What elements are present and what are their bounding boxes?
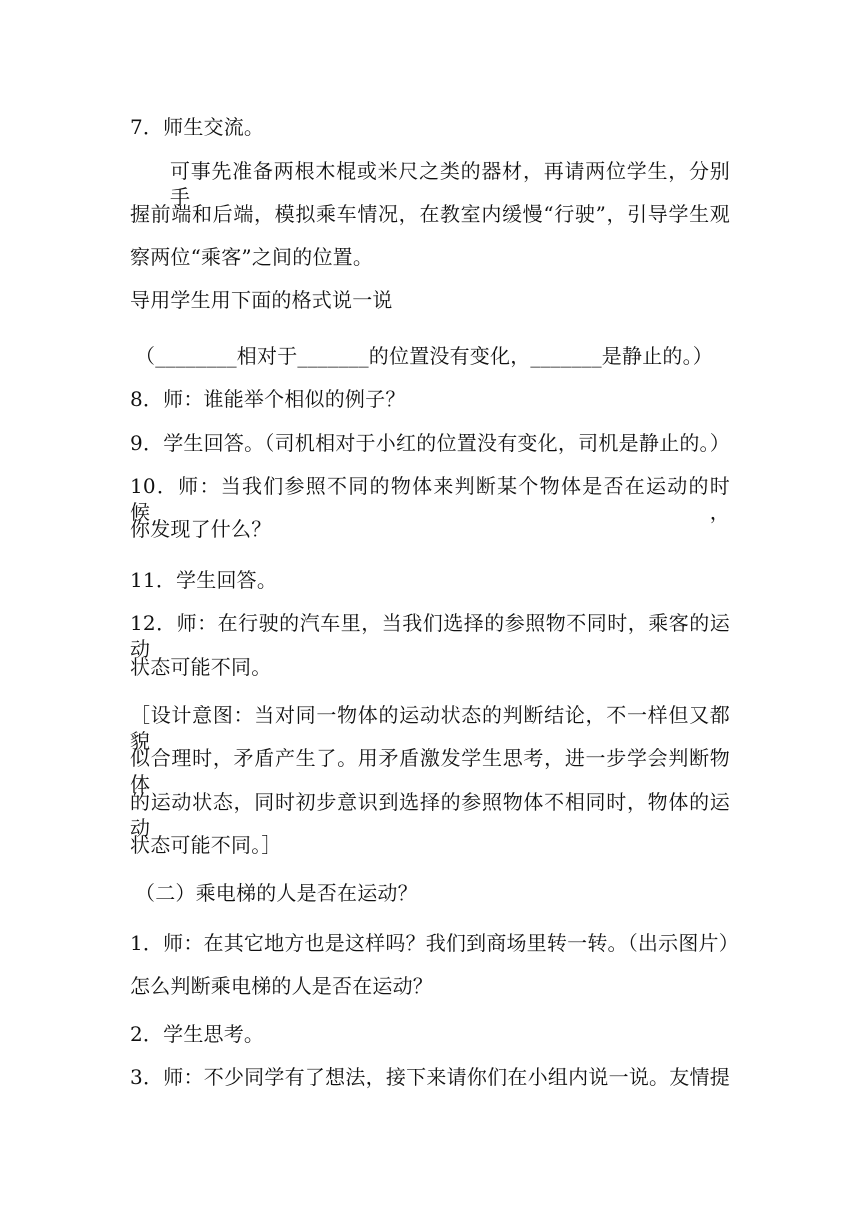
text-line: 察两位“乘客”之间的位置。 xyxy=(130,245,374,269)
text-line: 10．师：当我们参照不同的物体来判断某个物体是否在运动的时候， xyxy=(130,474,730,524)
text-line: 握前端和后端，模拟乘车情况，在教室内缓慢“行驶”，引导学生观 xyxy=(130,202,730,226)
text-line: 状态可能不同。］ xyxy=(130,833,282,857)
text-line: 状态可能不同。 xyxy=(130,655,272,679)
text-line: 怎么判断乘电梯的人是否在运动？ xyxy=(130,974,433,998)
text-line: 11．学生回答。 xyxy=(130,568,278,592)
text-line: 的运动状态，同时初步意识到选择的参照物体不相同时，物体的运动 xyxy=(130,790,730,840)
text-line: 导用学生用下面的格式说一说 xyxy=(130,288,393,312)
text-line: 1．师：在其它地方也是这样吗？我们到商场里转一转。（出示图片） xyxy=(130,931,739,955)
text-line: 你发现了什么？ xyxy=(130,517,272,541)
text-line: 2．学生思考。 xyxy=(130,1022,265,1046)
text-line: 9．学生回答。（司机相对于小红的位置没有变化，司机是静止的。） xyxy=(130,431,730,455)
text-line: 7．师生交流。 xyxy=(130,115,265,139)
text-line: 可事先准备两根木棍或米尺之类的器材，再请两位学生，分别手 xyxy=(170,159,730,209)
text-line: 3．师：不少同学有了想法，接下来请你们在小组内说一说。友情提 xyxy=(130,1065,730,1089)
text-line: 12．师：在行驶的汽车里，当我们选择的参照物不同时，乘客的运动 xyxy=(130,611,730,661)
text-line: 似合理时，矛盾产生了。用矛盾激发学生思考，进一步学会判断物体 xyxy=(130,746,730,796)
text-line: 8．师：谁能举个相似的例子？ xyxy=(130,387,406,411)
text-line: ［设计意图：当对同一物体的运动状态的判断结论，不一样但又都貌 xyxy=(130,703,730,753)
text-line: （________相对于_______的位置没有变化，_______是静止的。） xyxy=(135,344,713,368)
section-heading: （二）乘电梯的人是否在运动？ xyxy=(135,881,418,905)
